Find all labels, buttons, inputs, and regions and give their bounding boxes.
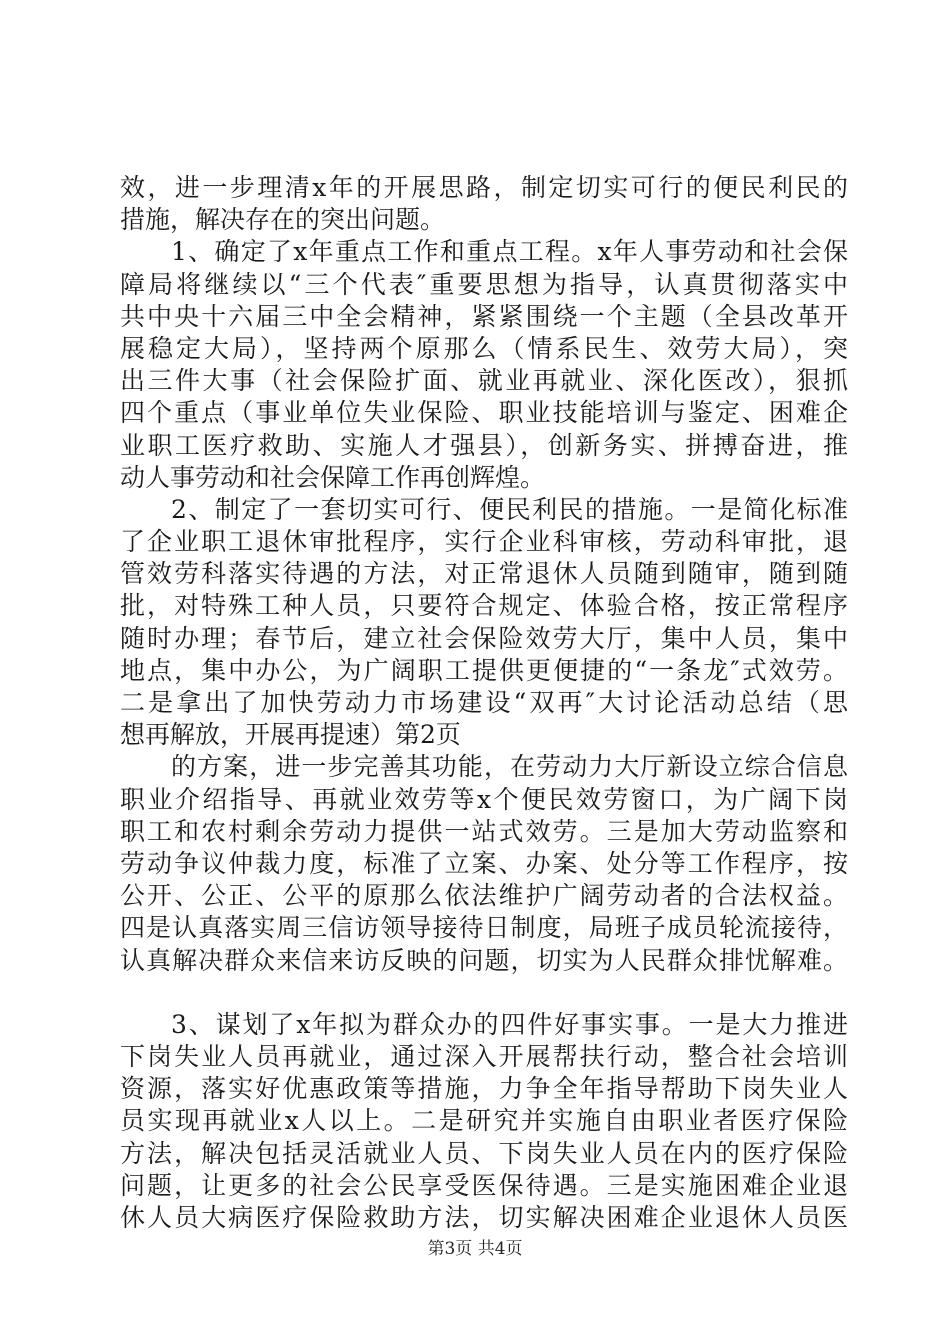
text-line: 认真解决群众来信来访反映的问题，切实为人民群众排忧解难。 — [120, 945, 848, 975]
text-line: 动人事劳动和社会保障工作再创辉煌。 — [120, 462, 546, 492]
document-body — [120, 172, 848, 1234]
text-line: 下岗失业人员再就业，通过深入开展帮扶行动，整合社会培训 — [120, 1042, 848, 1072]
text-line: 批，对特殊工种人员，只要符合规定、体验合格，按正常程序 — [120, 591, 848, 621]
text-line: 共中央十六届三中全会精神，紧紧围绕一个主题（全县改革开 — [120, 301, 848, 331]
text-line: 障局将继续以“三个代表″重要思想为指导，认真贯彻落实中 — [120, 269, 848, 299]
text-line: 展稳定大局），坚持两个原那么（情系民生、效劳大局），突 — [120, 333, 848, 363]
paragraph-gap — [120, 977, 848, 1009]
page-footer: 第3页 共4页 — [427, 1239, 523, 1259]
text-line: 地点，集中办公，为广阔职工提供更便捷的“一条龙″式效劳。 — [120, 655, 848, 685]
text-line: 休人员大病医疗保险救助方法，切实解决困难企业退休人员医 — [120, 1203, 848, 1232]
text-line: 二是拿出了加快劳动力市场建设“双再″大讨论活动总结（思 — [120, 688, 848, 717]
text-line: 方法，解决包括灵活就业人员、下岗失业人员在内的医疗保险 — [120, 1138, 848, 1168]
text-line: 四是认真落实周三信访领导接待日制度，局班子成员轮流接待， — [120, 913, 848, 943]
text-line: 管效劳科落实待遇的方法，对正常退休人员随到随审，随到随 — [120, 559, 848, 589]
text-line: 职业介绍指导、再就业效劳等x个便民效劳窗口，为广阔下岗 — [120, 784, 848, 814]
text-line: 资源，落实好优惠政策等措施，力争全年指导帮助下岗失业人 — [120, 1074, 848, 1104]
text-line: 随时办理；春节后，建立社会保险效劳大厅，集中人员，集中 — [120, 623, 848, 653]
text-line: 的方案，进一步完善其功能，在劳动力大厅新设立综合信息 — [171, 752, 848, 782]
text-line: 出三件大事（社会保险扩面、就业再就业、深化医改），狠抓 — [120, 366, 848, 396]
paragraph-3-start: 3、谋划了x年拟为群众办的四件好事实事。一是大力推进 — [171, 1009, 848, 1039]
paragraph-2-start: 2、制定了一套切实可行、便民利民的措施。一是简化标准 — [171, 494, 848, 524]
text-line: 措施，解决存在的突出问题。 — [120, 205, 446, 235]
text-line: 问题，让更多的社会公民享受医保待遇。三是实施困难企业退 — [120, 1170, 848, 1200]
paragraph-1-start: 1、确定了x年重点工作和重点工程。x年人事劳动和社会保 — [171, 237, 848, 267]
text-line: 四个重点（事业单位失业保险、职业技能培训与鉴定、困难企 — [120, 398, 848, 428]
text-line: 员实现再就业x人以上。二是研究并实施自由职业者医疗保险 — [120, 1106, 848, 1136]
text-line: 了企业职工退休审批程序，实行企业科审核，劳动科审批，退 — [120, 527, 848, 557]
text-line: 想再解放，开展再提速）第2页 — [120, 720, 461, 750]
text-line: 公开、公正、公平的原那么依法维护广阔劳动者的合法权益。 — [120, 881, 848, 911]
text-line: 劳动争议仲裁力度，标准了立案、办案、处分等工作程序，按 — [120, 848, 848, 878]
text-line: 职工和农村剩余劳动力提供一站式效劳。三是加大劳动监察和 — [120, 816, 848, 846]
text-line: 效，进一步理清x年的开展思路，制定切实可行的便民利民的 — [120, 173, 848, 202]
text-line: 业职工医疗救助、实施人才强县），创新务实、拼搏奋进，推 — [120, 430, 848, 460]
